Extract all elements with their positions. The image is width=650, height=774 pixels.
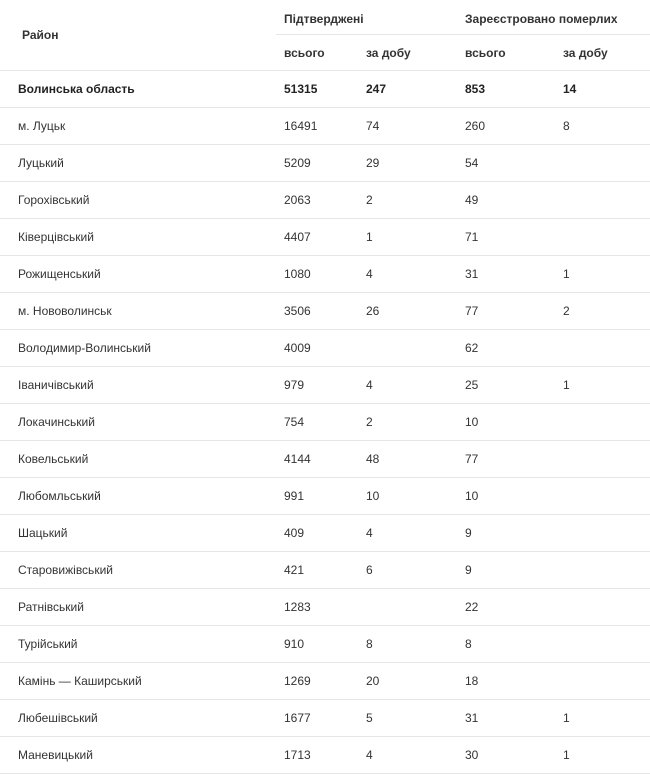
deaths-daily-cell: 8 xyxy=(563,119,570,133)
table-row xyxy=(0,182,650,219)
deaths-total-cell: 22 xyxy=(465,600,479,614)
table-row xyxy=(0,737,650,774)
district-name-cell: м. Луцьк xyxy=(18,119,66,133)
table-row xyxy=(0,515,650,552)
confirmed-daily-cell: 74 xyxy=(366,119,380,133)
confirmed-daily-cell: 4 xyxy=(366,526,373,540)
table-row xyxy=(0,367,650,404)
confirmed-total-cell: 4407 xyxy=(284,230,311,244)
table-row xyxy=(0,108,650,145)
district-name-cell: Луцький xyxy=(18,156,64,170)
confirmed-daily-cell: 4 xyxy=(366,748,373,762)
deaths-total-cell: 260 xyxy=(465,119,486,133)
deaths-column-header: Зареєстровано померлих xyxy=(465,12,618,26)
confirmed-total-header: всього xyxy=(284,46,325,60)
confirmed-daily-cell: 48 xyxy=(366,452,380,466)
deaths-total-cell: 62 xyxy=(465,341,479,355)
confirmed-daily-cell: 6 xyxy=(366,563,373,577)
table-row xyxy=(0,626,650,663)
deaths-total-cell: 25 xyxy=(465,378,479,392)
deaths-total-cell: 853 xyxy=(465,82,486,96)
deaths-total-cell: 9 xyxy=(465,563,472,577)
confirmed-daily-cell: 29 xyxy=(366,156,380,170)
deaths-daily-cell: 14 xyxy=(563,82,577,96)
header-divider xyxy=(276,34,650,35)
district-column-header: Район xyxy=(22,28,59,42)
district-name-cell: Любомльський xyxy=(18,489,101,503)
deaths-total-cell: 77 xyxy=(465,304,479,318)
district-name-cell: Камінь — Каширський xyxy=(18,674,142,688)
district-name-cell: Горохівський xyxy=(18,193,90,207)
deaths-total-cell: 10 xyxy=(465,415,479,429)
confirmed-total-cell: 421 xyxy=(284,563,305,577)
confirmed-total-cell: 3506 xyxy=(284,304,311,318)
district-name-cell: Володимир-Волинський xyxy=(18,341,151,355)
district-name-cell: Маневицький xyxy=(18,748,93,762)
deaths-total-cell: 8 xyxy=(465,637,472,651)
deaths-daily-cell: 1 xyxy=(563,711,570,725)
confirmed-daily-cell: 5 xyxy=(366,711,373,725)
district-name-cell: Турійський xyxy=(18,637,78,651)
confirmed-daily-header: за добу xyxy=(366,46,411,60)
district-name-cell: Локачинський xyxy=(18,415,95,429)
confirmed-daily-cell: 1 xyxy=(366,230,373,244)
table-row xyxy=(0,256,650,293)
confirmed-total-cell: 51315 xyxy=(284,82,318,96)
confirmed-total-cell: 1677 xyxy=(284,711,311,725)
district-name-cell: Ківерцівський xyxy=(18,230,94,244)
confirmed-total-cell: 4144 xyxy=(284,452,311,466)
confirmed-total-cell: 1283 xyxy=(284,600,311,614)
district-name-cell: м. Нововолинськ xyxy=(18,304,112,318)
table-row xyxy=(0,404,650,441)
district-name-cell: Ковельський xyxy=(18,452,89,466)
deaths-daily-cell: 1 xyxy=(563,267,570,281)
confirmed-daily-cell: 20 xyxy=(366,674,380,688)
confirmed-daily-cell: 2 xyxy=(366,415,373,429)
deaths-daily-cell: 1 xyxy=(563,378,570,392)
confirmed-total-cell: 2063 xyxy=(284,193,311,207)
deaths-total-cell: 18 xyxy=(465,674,479,688)
district-name-cell: Волинська область xyxy=(18,82,135,96)
district-name-cell: Старовижівський xyxy=(18,563,113,577)
table-row xyxy=(0,330,650,367)
table-body xyxy=(0,71,650,774)
deaths-total-cell: 54 xyxy=(465,156,479,170)
table-row xyxy=(0,478,650,515)
confirmed-total-cell: 754 xyxy=(284,415,305,429)
region-total-row xyxy=(0,71,650,108)
deaths-total-cell: 30 xyxy=(465,748,479,762)
confirmed-daily-cell: 10 xyxy=(366,489,380,503)
confirmed-daily-cell: 247 xyxy=(366,82,387,96)
confirmed-total-cell: 16491 xyxy=(284,119,318,133)
deaths-total-cell: 10 xyxy=(465,489,479,503)
confirmed-total-cell: 1080 xyxy=(284,267,311,281)
confirmed-total-cell: 910 xyxy=(284,637,305,651)
confirmed-total-cell: 1713 xyxy=(284,748,311,762)
district-name-cell: Рожищенський xyxy=(18,267,101,281)
deaths-total-cell: 71 xyxy=(465,230,479,244)
district-name-cell: Шацький xyxy=(18,526,68,540)
table-row xyxy=(0,219,650,256)
confirmed-total-cell: 409 xyxy=(284,526,305,540)
confirmed-total-cell: 991 xyxy=(284,489,305,503)
confirmed-daily-cell: 8 xyxy=(366,637,373,651)
table-row xyxy=(0,293,650,330)
confirmed-daily-cell: 26 xyxy=(366,304,380,318)
confirmed-daily-cell: 4 xyxy=(366,378,373,392)
deaths-total-cell: 9 xyxy=(465,526,472,540)
district-name-cell: Ратнівський xyxy=(18,600,84,614)
district-name-cell: Любешівський xyxy=(18,711,98,725)
confirmed-total-cell: 4009 xyxy=(284,341,311,355)
confirmed-column-header: Підтверджені xyxy=(284,12,364,26)
table-row xyxy=(0,441,650,478)
deaths-daily-cell: 2 xyxy=(563,304,570,318)
table-row xyxy=(0,700,650,737)
table-header xyxy=(0,0,650,71)
deaths-total-cell: 49 xyxy=(465,193,479,207)
confirmed-total-cell: 979 xyxy=(284,378,305,392)
table-row xyxy=(0,552,650,589)
deaths-total-cell: 77 xyxy=(465,452,479,466)
deaths-total-cell: 31 xyxy=(465,711,479,725)
district-name-cell: Іваничівський xyxy=(18,378,94,392)
table-row xyxy=(0,145,650,182)
confirmed-total-cell: 1269 xyxy=(284,674,311,688)
table-row xyxy=(0,589,650,626)
confirmed-daily-cell: 2 xyxy=(366,193,373,207)
table-row xyxy=(0,663,650,700)
deaths-daily-header: за добу xyxy=(563,46,608,60)
deaths-total-header: всього xyxy=(465,46,506,60)
confirmed-total-cell: 5209 xyxy=(284,156,311,170)
deaths-daily-cell: 1 xyxy=(563,748,570,762)
confirmed-daily-cell: 4 xyxy=(366,267,373,281)
deaths-total-cell: 31 xyxy=(465,267,479,281)
